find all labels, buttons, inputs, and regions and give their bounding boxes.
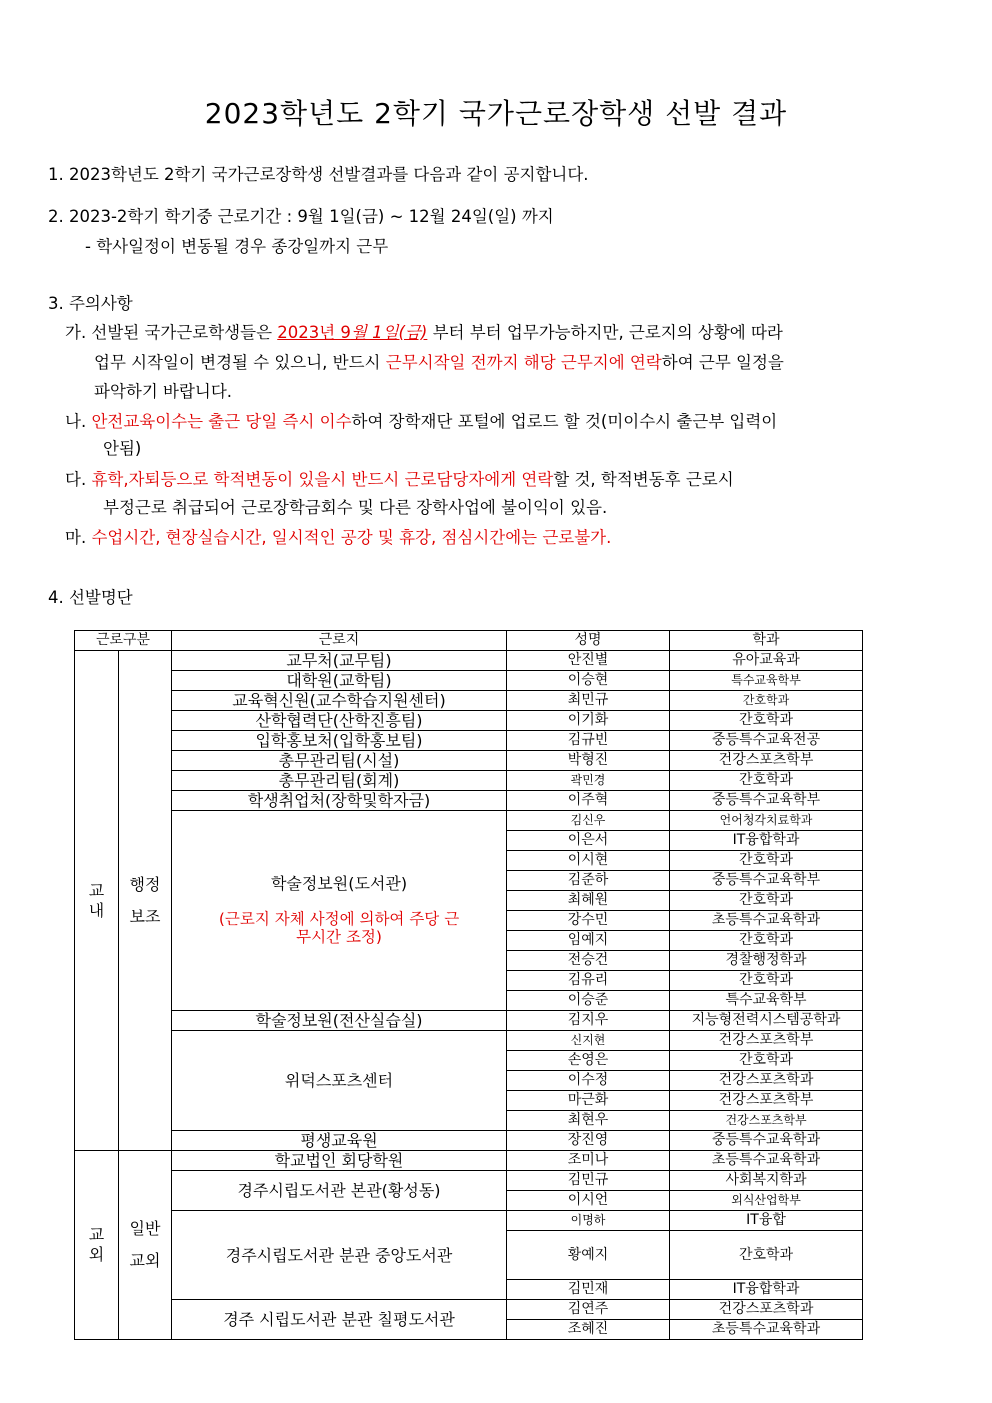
cell-name: 김준하: [507, 871, 670, 891]
cell-dept: 외식산업학부: [670, 1191, 863, 1211]
notice-ga-date-2: 월 1일(금): [350, 323, 428, 342]
cell-name: 곽민경: [507, 771, 670, 791]
cell-name: 김유리: [507, 971, 670, 991]
cell-dept: 건강스포츠학과: [670, 1071, 863, 1091]
item-2: 2. 2023-2학기 학기중 근로기간 : 9월 1일(금) ~ 12월 24일(일) 까지: [48, 207, 554, 226]
table-row: [75, 1300, 863, 1320]
table-row: [75, 751, 863, 771]
cell-dept: 중등특수교육전공: [670, 731, 863, 751]
cell-name: 전승건: [507, 951, 670, 971]
cell-place: 산학협력단(산학진흥팀): [172, 711, 507, 731]
notice-da-a: 다.: [65, 470, 92, 489]
cell-name: 황예지: [507, 1231, 670, 1280]
selection-table: [74, 630, 863, 1340]
cell-name: 손영은: [507, 1051, 670, 1071]
cell-place: 경주 시립도서관 분관 칠평도서관: [172, 1300, 507, 1340]
notice-da-c: 할 것, 학적변동후 근로시: [553, 470, 734, 489]
cell-place: 경주시립도서관 분관 중앙도서관: [172, 1211, 507, 1300]
cell-name: 이시현: [507, 851, 670, 871]
notice-na: [65, 412, 777, 432]
cell-name: 이명하: [507, 1211, 670, 1231]
notice-da: [65, 470, 734, 490]
cell-name: 이은서: [507, 831, 670, 851]
cell-name: 최현우: [507, 1111, 670, 1131]
notice-na-b: 안전교육이수는 출근 당일 즉시 이수: [91, 412, 352, 431]
category-haengjeong: 행정 보조: [119, 651, 172, 1151]
library-name: 학술정보원(도서관): [270, 874, 408, 893]
cell-dept: 중등특수교육학부: [670, 871, 863, 891]
table-row: [75, 1131, 863, 1151]
table-row: [75, 1011, 863, 1031]
cell-dept: 간호학과: [670, 711, 863, 731]
header-name: 성명: [507, 631, 670, 651]
cell-place: 대학원(교학팀): [172, 671, 507, 691]
cell-dept: 간호학과: [670, 1051, 863, 1071]
notice-ga-2b: 근무시작일 전까지 해당 근무지에 연락: [385, 353, 662, 372]
item-4: 4. 선발명단: [48, 588, 133, 607]
cell-place: 경주시립도서관 본관(황성동): [172, 1171, 507, 1211]
cell-name: 최혜원: [507, 891, 670, 911]
cell-name: 안진별: [507, 651, 670, 671]
cell-name: 이시언: [507, 1191, 670, 1211]
cell-place: 평생교육원: [172, 1131, 507, 1151]
header-category: 근로구분: [75, 631, 172, 651]
cell-dept: 지능형전력시스템공학과: [670, 1011, 863, 1031]
table-row: [75, 711, 863, 731]
notice-ga-text: 가. 선발된 국가근로학생들은: [65, 323, 278, 342]
cell-dept: 간호학과: [670, 771, 863, 791]
page-title: 2023학년도 2학기 국가근로장학생 선발 결과: [204, 97, 788, 130]
cell-dept: 건강스포츠학부: [670, 751, 863, 771]
notice-ma: [65, 528, 611, 548]
category-gyooe: 교 외: [75, 1151, 119, 1340]
cell-name: 강수민: [507, 911, 670, 931]
cell-name: 이기화: [507, 711, 670, 731]
cell-dept: IT융합학과: [670, 1280, 863, 1300]
notice-ga-date: 2023년 9: [277, 323, 351, 342]
cell-dept: 초등특수교육학과: [670, 1151, 863, 1171]
table-header-row: [75, 631, 863, 651]
notice-ga-2c: 하여 근무 일정을: [661, 353, 784, 372]
cell-dept: 간호학과: [670, 1231, 863, 1280]
cell-name: 조혜진: [507, 1320, 670, 1340]
table-row: [75, 1151, 863, 1171]
cell-name: 장진영: [507, 1131, 670, 1151]
cell-name: 이승준: [507, 991, 670, 1011]
table-row: [75, 771, 863, 791]
cell-dept: 건강스포츠학부: [670, 1031, 863, 1051]
cell-name: 최민규: [507, 691, 670, 711]
table-row: [75, 1171, 863, 1191]
cell-dept: 초등특수교육학과: [670, 1320, 863, 1340]
notice-na-c: 하여 장학재단 포털에 업로드 할 것(미이수시 출근부 입력이: [351, 412, 778, 431]
cell-name: 박형진: [507, 751, 670, 771]
notice-ma-b: 수업시간, 현장실습시간, 일시적인 공강 및 휴강, 점심시간에는 근로불가.: [91, 528, 612, 547]
cell-name: 이수정: [507, 1071, 670, 1091]
cell-place: 입학홍보처(입학홍보팀): [172, 731, 507, 751]
item-1: 1. 2023학년도 2학기 국가근로장학생 선발결과를 다음과 같이 공지합니다.: [48, 165, 589, 184]
notice-ga-line2: [94, 353, 784, 373]
table-row: [75, 791, 863, 811]
cell-name: 이주혁: [507, 791, 670, 811]
item-2-sub: - 학사일정이 변동될 경우 종강일까지 근무: [85, 237, 389, 256]
notice-ga: [65, 323, 783, 343]
table-row: [75, 651, 863, 671]
table-row: [75, 671, 863, 691]
notice-ma-a: 마.: [65, 528, 92, 547]
cell-name: 김신우: [507, 811, 670, 831]
notice-na-line2: 안됨): [103, 439, 142, 458]
cell-place: 학생취업처(장학및학자금): [172, 791, 507, 811]
cell-dept: 특수교육학부: [670, 671, 863, 691]
cell-name: 마근화: [507, 1091, 670, 1111]
notice-ga-text-2: 부터 부터 업무가능하지만, 근로지의 상황에 따라: [427, 323, 783, 342]
category-gyonae: 교 내: [75, 651, 119, 1151]
cell-place: 총무관리팀(회계): [172, 771, 507, 791]
cell-name: 김연주: [507, 1300, 670, 1320]
table-row: [75, 731, 863, 751]
cell-dept: 건강스포츠학부: [670, 1091, 863, 1111]
cell-dept: 사회복지학과: [670, 1171, 863, 1191]
cell-name: 임예지: [507, 931, 670, 951]
category-ilban: 일반 교외: [119, 1151, 172, 1340]
cell-name: 김민규: [507, 1171, 670, 1191]
cell-dept: 유아교육과: [670, 651, 863, 671]
table-row: [75, 1031, 863, 1051]
cell-dept: 간호학과: [670, 851, 863, 871]
cell-name: 김규빈: [507, 731, 670, 751]
notice-ga-line3: 파악하기 바랍니다.: [94, 382, 233, 401]
cell-dept: 특수교육학부: [670, 991, 863, 1011]
cell-name: 신지현: [507, 1031, 670, 1051]
cell-name: 조미나: [507, 1151, 670, 1171]
cell-dept: 건강스포츠학부: [670, 1111, 863, 1131]
cell-dept: 간호학과: [670, 971, 863, 991]
cell-dept: IT융합: [670, 1211, 863, 1231]
header-place: 근로지: [172, 631, 507, 651]
header-dept: 학과: [670, 631, 863, 651]
cell-place: 총무관리팀(시설): [172, 751, 507, 771]
cell-name: 김지우: [507, 1011, 670, 1031]
cell-dept: 간호학과: [670, 891, 863, 911]
cell-dept: 중등특수교육학부: [670, 791, 863, 811]
table-row: [75, 811, 863, 831]
cell-name: 김민재: [507, 1280, 670, 1300]
cell-place: 교무처(교무팀): [172, 651, 507, 671]
cell-name: 이승현: [507, 671, 670, 691]
cell-dept: 간호학과: [670, 691, 863, 711]
cell-dept: 건강스포츠학과: [670, 1300, 863, 1320]
table-row: [75, 1211, 863, 1231]
cell-place: 교육혁신원(교수학습지원센터): [172, 691, 507, 711]
table-row: [75, 691, 863, 711]
notice-da-b: 휴학,자퇴등으로 학적변동이 있을시 반드시 근로담당자에게 연락: [91, 470, 554, 489]
cell-dept: 간호학과: [670, 931, 863, 951]
item-3: 3. 주의사항: [48, 294, 133, 313]
library-note: (근로지 자체 사정에 의하여 주당 근무시간 조정): [218, 910, 460, 946]
cell-place: 학술정보원(전산실습실): [172, 1011, 507, 1031]
cell-place: 학교법인 회당학원: [172, 1151, 507, 1171]
cell-dept: 언어청각치료학과: [670, 811, 863, 831]
cell-dept: IT융합학과: [670, 831, 863, 851]
cell-dept: 초등특수교육학과: [670, 911, 863, 931]
cell-dept: 경찰행정학과: [670, 951, 863, 971]
notice-ga-2a: 업무 시작일이 변경될 수 있으니, 반드시: [94, 353, 386, 372]
notice-da-line2: 부정근로 취급되어 근로장학금회수 및 다른 장학사업에 불이익이 있음.: [103, 498, 608, 517]
cell-place: 위덕스포츠센터: [172, 1031, 507, 1131]
cell-place-library: [172, 811, 507, 1011]
cell-dept: 중등특수교육학과: [670, 1131, 863, 1151]
notice-na-a: 나.: [65, 412, 92, 431]
